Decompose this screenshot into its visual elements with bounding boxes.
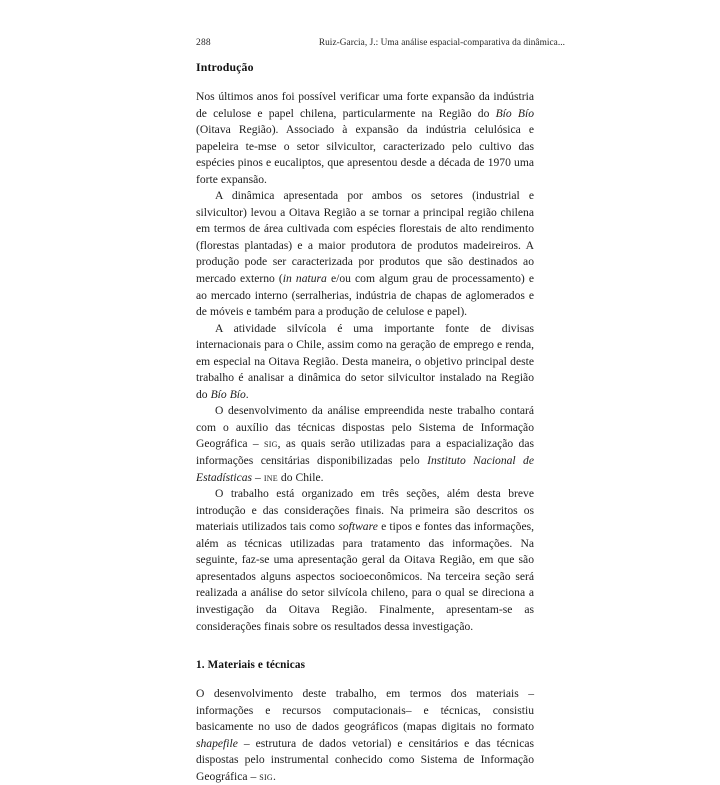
text-run: A atividade silvícola é uma importante fonte de divisas internacionais para o Chile, assim como na geração de emprego e renda, em especial na Oitava Região. Desta maneira, o objetivo principal deste trabalho é analisar a dinâmica do setor silvicultor instalado na Região do	[196, 321, 534, 401]
italic-term-software: software	[338, 520, 378, 534]
italic-term-shapefile: shapefile	[196, 736, 238, 750]
acronym-sig: sig	[264, 438, 278, 451]
text-run: O trabalho está organizado em três seções, além desta breve introdução e das considerações finais. Na primeira são descritos os materiais utilizados tais como	[196, 487, 534, 534]
text-run: .	[272, 769, 276, 783]
italic-term-bio-bio: Bío Bío	[495, 106, 534, 120]
paragraph	[196, 403, 534, 486]
text-run: – estrutura de dados vetorial) e censitários e das técnicas dispostas pelo instrumental conhecido como Sistema de Informação Geográfica –	[196, 736, 534, 783]
paragraph	[196, 686, 534, 785]
text-run: do Chile.	[277, 470, 324, 484]
text-run: (Oitava Região). Associado à expansão da indústria celulósica e papeleira te-mse o setor silvicultor, caracterizado pelo cultivo das espécies pinos e eucaliptos, que apresentou desde a década de 1970 uma forte expansão.	[196, 123, 534, 186]
text-column	[196, 60, 534, 785]
text-run: Nos últimos anos foi possível verificar uma forte expansão da indústria de celulose e papel chilena, particularmente na Região do	[196, 90, 534, 120]
text-run: A dinâmica apresentada por ambos os setores (industrial e silvicultor) levou a Oitava Região a se tornar a principal região chilena em termos de área cultivada com espécies florestais de alto rendimento (florestas plantadas) e a maior produtora de produtos madeireiros. A produção pode ser caracterizada por produtos que são destinados ao mercado externo (	[196, 189, 534, 286]
text-run: , as quais serão utilizadas para a espacialização das informações censitárias disponibilizadas pelo	[196, 437, 534, 468]
paragraph	[196, 321, 534, 404]
section-heading-materiais-e-tecnicas: 1. Materiais e técnicas	[196, 659, 306, 672]
paragraph	[196, 89, 534, 188]
acronym-sig: sig	[259, 770, 273, 783]
running-head	[0, 38, 720, 52]
page-number: 288	[196, 38, 211, 48]
italic-term-in-natura: in natura	[282, 272, 327, 286]
text-run: e/ou com algum grau de processamento) e ao mercado interno (serralherias, indústria de chapas de aglomerados e de móveis e também para a produção de celulose e papel).	[196, 272, 534, 319]
paragraph	[196, 188, 534, 320]
section-heading-introducao: Introdução	[196, 60, 254, 74]
italic-term-bio-bio: Bío Bío	[210, 387, 246, 401]
text-run: O desenvolvimento da análise empreendida neste trabalho contará com o auxílio das técnicas dispostas pelo Sistema de Informação Geográfica –	[196, 404, 534, 451]
text-run: O desenvolvimento deste trabalho, em termos dos materiais –informações e recursos computacionais– e técnicas, consistiu basicamente no uso de dados geográficos (mapas digitais no formato	[196, 687, 534, 734]
running-head-title: Ruiz-Garcia, J.: Uma análise espacial-comparativa da dinâmica...	[318, 38, 565, 48]
text-run: e tipos e fontes das informações, além as técnicas utilizadas para tratamento das informações. Na seguinte, faz-se uma apresentação geral da Oitava Região, em que são apresentados alguns aspectos socioeconômicos. Na terceira seção será realizada a análise do setor silvícola chileno, para o qual se direciona a investigação da Oitava Região. Finalmente, apresentam-se as considerações finais sobre os resultados dessa investigação.	[196, 520, 535, 633]
italic-term-instituto-nacional-de-estadisticas: Instituto Nacional de Estadísticas	[196, 454, 534, 484]
text-run: .	[245, 387, 249, 401]
acronym-ine: ine	[263, 471, 278, 484]
text-run: –	[252, 470, 264, 484]
paragraph	[196, 486, 534, 635]
